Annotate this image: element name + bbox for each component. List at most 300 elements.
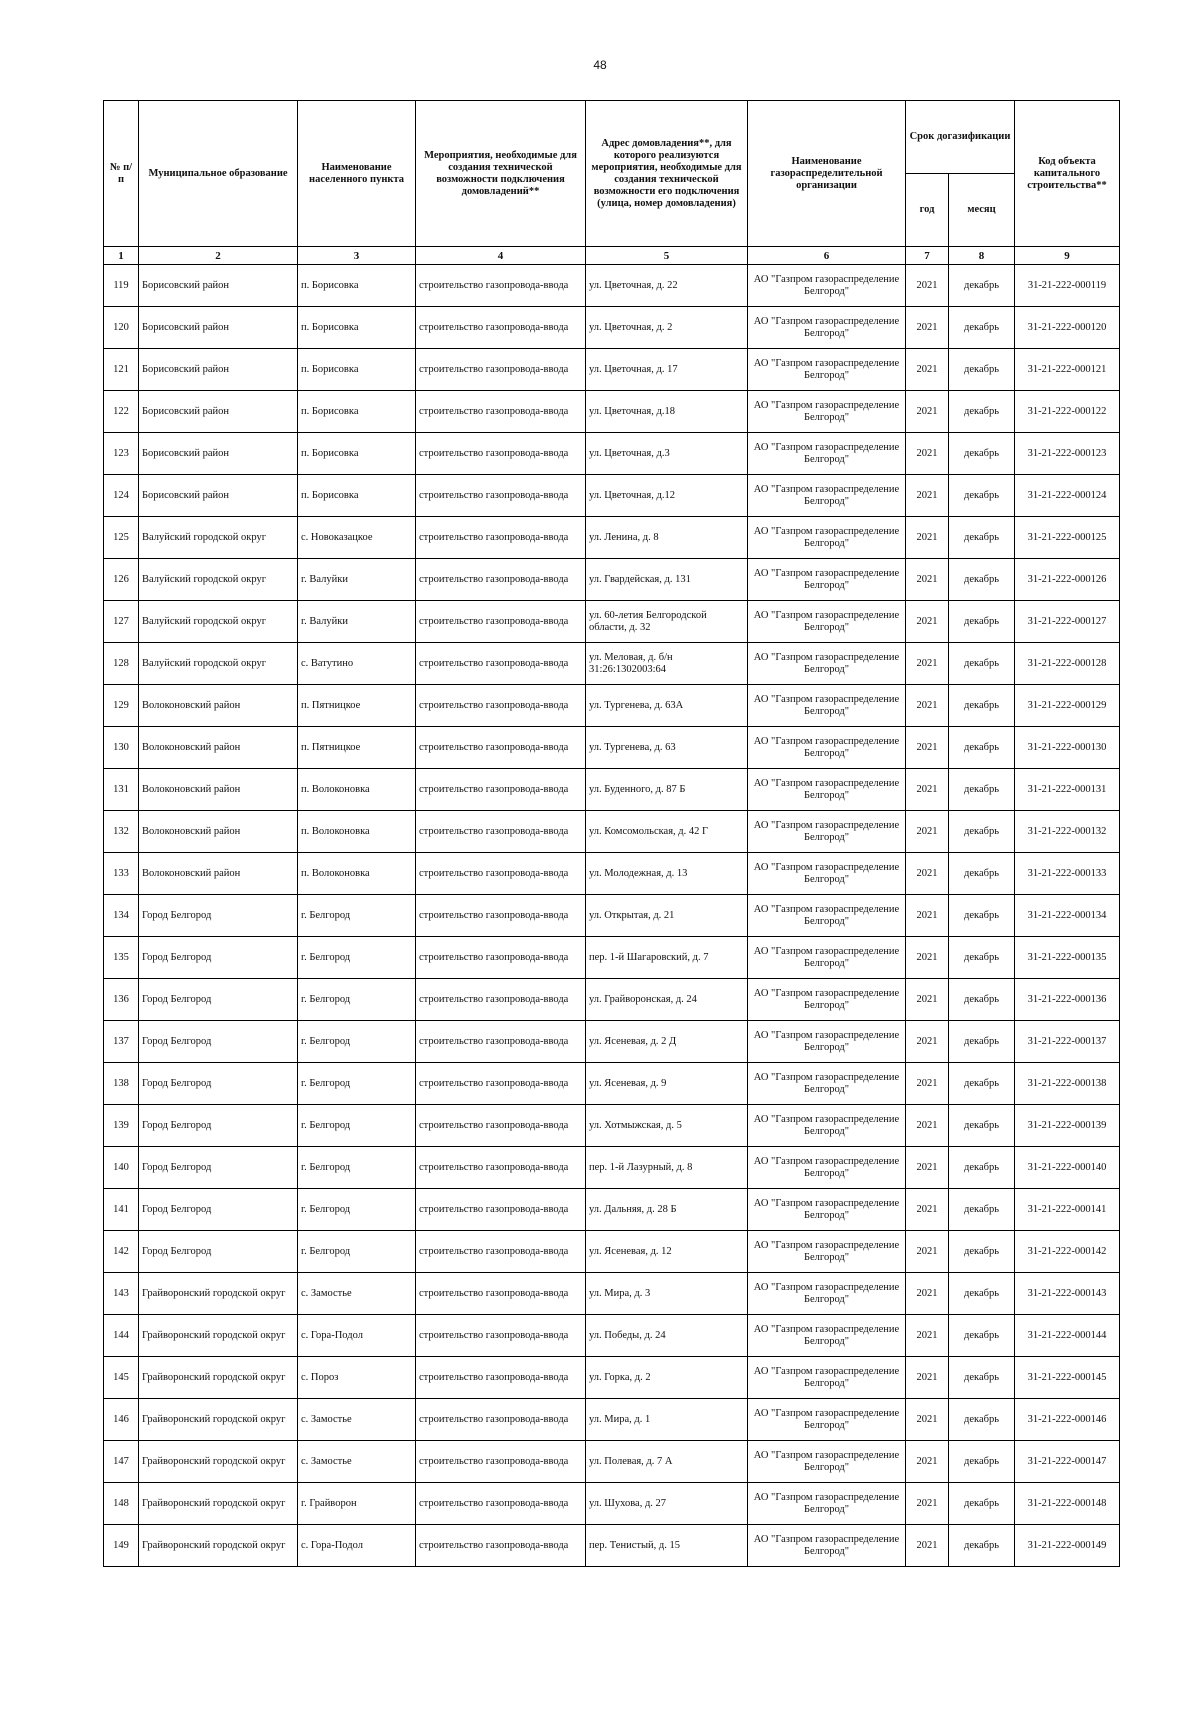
object-code-cell: 31-21-222-000146 (1015, 1399, 1120, 1441)
month-cell: декабрь (949, 1441, 1015, 1483)
row-number: 123 (104, 433, 139, 475)
organization-cell: АО "Газпром газораспределение Белгород" (748, 811, 906, 853)
year-cell: 2021 (906, 349, 949, 391)
activity-cell: строительство газопровода-ввода (416, 391, 586, 433)
address-cell: ул. Мира, д. 3 (586, 1273, 748, 1315)
organization-cell: АО "Газпром газораспределение Белгород" (748, 391, 906, 433)
year-cell: 2021 (906, 979, 949, 1021)
municipality-cell: Борисовский район (139, 475, 298, 517)
table-row (104, 1357, 1120, 1399)
header-municipality: Муниципальное образование (139, 101, 298, 247)
municipality-cell: Волоконовский район (139, 769, 298, 811)
year-cell: 2021 (906, 1483, 949, 1525)
organization-cell: АО "Газпром газораспределение Белгород" (748, 349, 906, 391)
settlement-cell: п. Пятницкое (298, 685, 416, 727)
table-row (104, 517, 1120, 559)
row-number: 128 (104, 643, 139, 685)
table-row (104, 1315, 1120, 1357)
organization-cell: АО "Газпром газораспределение Белгород" (748, 1021, 906, 1063)
address-cell: ул. Цветочная, д. 2 (586, 307, 748, 349)
year-cell: 2021 (906, 895, 949, 937)
year-cell: 2021 (906, 1147, 949, 1189)
row-number: 137 (104, 1021, 139, 1063)
municipality-cell: Валуйский городской округ (139, 559, 298, 601)
address-cell: ул. Победы, д. 24 (586, 1315, 748, 1357)
organization-cell: АО "Газпром газораспределение Белгород" (748, 265, 906, 307)
row-number: 142 (104, 1231, 139, 1273)
object-code-cell: 31-21-222-000139 (1015, 1105, 1120, 1147)
activity-cell: строительство газопровода-ввода (416, 1063, 586, 1105)
header-address: Адрес домовладения**, для которого реализуются мероприятия, необходимые для создания технической возможности его подключения (улица, номер домовладения) (586, 101, 748, 247)
object-code-cell: 31-21-222-000145 (1015, 1357, 1120, 1399)
table-row (104, 1021, 1120, 1063)
year-cell: 2021 (906, 853, 949, 895)
column-number: 9 (1015, 247, 1120, 265)
year-cell: 2021 (906, 1189, 949, 1231)
activity-cell: строительство газопровода-ввода (416, 895, 586, 937)
settlement-cell: с. Ватутино (298, 643, 416, 685)
activity-cell: строительство газопровода-ввода (416, 643, 586, 685)
object-code-cell: 31-21-222-000121 (1015, 349, 1120, 391)
organization-cell: АО "Газпром газораспределение Белгород" (748, 895, 906, 937)
gasification-table (103, 100, 1120, 1567)
organization-cell: АО "Газпром газораспределение Белгород" (748, 643, 906, 685)
settlement-cell: г. Белгород (298, 1189, 416, 1231)
row-number: 119 (104, 265, 139, 307)
table-row (104, 1483, 1120, 1525)
settlement-cell: п. Борисовка (298, 265, 416, 307)
municipality-cell: Волоконовский район (139, 853, 298, 895)
address-cell: ул. Тургенева, д. 63 (586, 727, 748, 769)
row-number: 132 (104, 811, 139, 853)
table-row (104, 1525, 1120, 1567)
address-cell: ул. Цветочная, д. 22 (586, 265, 748, 307)
settlement-cell: г. Валуйки (298, 559, 416, 601)
table-row (104, 349, 1120, 391)
header-num: № п/п (104, 101, 139, 247)
object-code-cell: 31-21-222-000124 (1015, 475, 1120, 517)
activity-cell: строительство газопровода-ввода (416, 559, 586, 601)
month-cell: декабрь (949, 1483, 1015, 1525)
address-cell: ул. Гвардейская, д. 131 (586, 559, 748, 601)
year-cell: 2021 (906, 1105, 949, 1147)
month-cell: декабрь (949, 1189, 1015, 1231)
column-number: 8 (949, 247, 1015, 265)
address-cell: ул. Ясеневая, д. 9 (586, 1063, 748, 1105)
organization-cell: АО "Газпром газораспределение Белгород" (748, 1189, 906, 1231)
column-number: 2 (139, 247, 298, 265)
row-number: 148 (104, 1483, 139, 1525)
month-cell: декабрь (949, 643, 1015, 685)
object-code-cell: 31-21-222-000119 (1015, 265, 1120, 307)
object-code-cell: 31-21-222-000125 (1015, 517, 1120, 559)
municipality-cell: Город Белгород (139, 937, 298, 979)
settlement-cell: п. Волоконовка (298, 853, 416, 895)
object-code-cell: 31-21-222-000133 (1015, 853, 1120, 895)
settlement-cell: п. Волоконовка (298, 769, 416, 811)
year-cell: 2021 (906, 1399, 949, 1441)
column-number: 3 (298, 247, 416, 265)
settlement-cell: п. Пятницкое (298, 727, 416, 769)
organization-cell: АО "Газпром газораспределение Белгород" (748, 727, 906, 769)
settlement-cell: с. Гора-Подол (298, 1525, 416, 1567)
municipality-cell: Грайворонский городской округ (139, 1441, 298, 1483)
object-code-cell: 31-21-222-000142 (1015, 1231, 1120, 1273)
year-cell: 2021 (906, 475, 949, 517)
object-code-cell: 31-21-222-000147 (1015, 1441, 1120, 1483)
municipality-cell: Борисовский район (139, 391, 298, 433)
object-code-cell: 31-21-222-000135 (1015, 937, 1120, 979)
organization-cell: АО "Газпром газораспределение Белгород" (748, 853, 906, 895)
municipality-cell: Борисовский район (139, 349, 298, 391)
row-number: 124 (104, 475, 139, 517)
row-number: 145 (104, 1357, 139, 1399)
table-row (104, 475, 1120, 517)
object-code-cell: 31-21-222-000149 (1015, 1525, 1120, 1567)
header-deadline: Срок догазификации (906, 101, 1015, 174)
object-code-cell: 31-21-222-000143 (1015, 1273, 1120, 1315)
month-cell: декабрь (949, 1525, 1015, 1567)
row-number: 127 (104, 601, 139, 643)
table-row (104, 1273, 1120, 1315)
row-number: 134 (104, 895, 139, 937)
table-row (104, 769, 1120, 811)
settlement-cell: г. Белгород (298, 895, 416, 937)
page-number: 48 (593, 58, 607, 72)
activity-cell: строительство газопровода-ввода (416, 811, 586, 853)
year-cell: 2021 (906, 307, 949, 349)
month-cell: декабрь (949, 307, 1015, 349)
table-body (104, 265, 1120, 1567)
address-cell: ул. Комсомольская, д. 42 Г (586, 811, 748, 853)
municipality-cell: Валуйский городской округ (139, 517, 298, 559)
table-row (104, 1399, 1120, 1441)
year-cell: 2021 (906, 1441, 949, 1483)
month-cell: декабрь (949, 895, 1015, 937)
table-row (104, 1147, 1120, 1189)
settlement-cell: с. Новоказацкое (298, 517, 416, 559)
organization-cell: АО "Газпром газораспределение Белгород" (748, 1315, 906, 1357)
month-cell: декабрь (949, 517, 1015, 559)
row-number: 120 (104, 307, 139, 349)
table-row (104, 937, 1120, 979)
month-cell: декабрь (949, 1399, 1015, 1441)
activity-cell: строительство газопровода-ввода (416, 1525, 586, 1567)
row-number: 122 (104, 391, 139, 433)
address-cell: пер. Тенистый, д. 15 (586, 1525, 748, 1567)
table-row (104, 601, 1120, 643)
object-code-cell: 31-21-222-000141 (1015, 1189, 1120, 1231)
municipality-cell: Грайворонский городской округ (139, 1399, 298, 1441)
object-code-cell: 31-21-222-000144 (1015, 1315, 1120, 1357)
activity-cell: строительство газопровода-ввода (416, 1273, 586, 1315)
month-cell: декабрь (949, 475, 1015, 517)
year-cell: 2021 (906, 391, 949, 433)
municipality-cell: Город Белгород (139, 1147, 298, 1189)
table-row (104, 391, 1120, 433)
year-cell: 2021 (906, 517, 949, 559)
column-number: 5 (586, 247, 748, 265)
object-code-cell: 31-21-222-000127 (1015, 601, 1120, 643)
municipality-cell: Волоконовский район (139, 811, 298, 853)
address-cell: ул. Цветочная, д.18 (586, 391, 748, 433)
settlement-cell: г. Грайворон (298, 1483, 416, 1525)
object-code-cell: 31-21-222-000148 (1015, 1483, 1120, 1525)
month-cell: декабрь (949, 559, 1015, 601)
settlement-cell: п. Волоконовка (298, 811, 416, 853)
activity-cell: строительство газопровода-ввода (416, 1315, 586, 1357)
settlement-cell: с. Замостье (298, 1273, 416, 1315)
table-row (104, 1105, 1120, 1147)
address-cell: ул. Цветочная, д.12 (586, 475, 748, 517)
year-cell: 2021 (906, 1231, 949, 1273)
object-code-cell: 31-21-222-000137 (1015, 1021, 1120, 1063)
object-code-cell: 31-21-222-000126 (1015, 559, 1120, 601)
header-month: месяц (949, 174, 1015, 247)
year-cell: 2021 (906, 685, 949, 727)
activity-cell: строительство газопровода-ввода (416, 1189, 586, 1231)
month-cell: декабрь (949, 811, 1015, 853)
municipality-cell: Город Белгород (139, 1231, 298, 1273)
object-code-cell: 31-21-222-000123 (1015, 433, 1120, 475)
header-code: Код объекта капитального строительства** (1015, 101, 1120, 247)
municipality-cell: Город Белгород (139, 895, 298, 937)
column-number: 7 (906, 247, 949, 265)
address-cell: ул. Буденного, д. 87 Б (586, 769, 748, 811)
row-number: 121 (104, 349, 139, 391)
settlement-cell: п. Борисовка (298, 475, 416, 517)
row-number: 135 (104, 937, 139, 979)
month-cell: декабрь (949, 1315, 1015, 1357)
object-code-cell: 31-21-222-000120 (1015, 307, 1120, 349)
row-number: 131 (104, 769, 139, 811)
activity-cell: строительство газопровода-ввода (416, 307, 586, 349)
table-row (104, 853, 1120, 895)
municipality-cell: Город Белгород (139, 1105, 298, 1147)
activity-cell: строительство газопровода-ввода (416, 769, 586, 811)
object-code-cell: 31-21-222-000140 (1015, 1147, 1120, 1189)
settlement-cell: с. Замостье (298, 1399, 416, 1441)
month-cell: декабрь (949, 433, 1015, 475)
settlement-cell: г. Белгород (298, 979, 416, 1021)
settlement-cell: г. Валуйки (298, 601, 416, 643)
organization-cell: АО "Газпром газораспределение Белгород" (748, 601, 906, 643)
municipality-cell: Город Белгород (139, 1063, 298, 1105)
month-cell: декабрь (949, 769, 1015, 811)
municipality-cell: Город Белгород (139, 1189, 298, 1231)
address-cell: ул. Шухова, д. 27 (586, 1483, 748, 1525)
row-number: 133 (104, 853, 139, 895)
address-cell: ул. Дальняя, д. 28 Б (586, 1189, 748, 1231)
organization-cell: АО "Газпром газораспределение Белгород" (748, 1063, 906, 1105)
header-settlement: Наименование населенного пункта (298, 101, 416, 247)
year-cell: 2021 (906, 433, 949, 475)
settlement-cell: п. Борисовка (298, 307, 416, 349)
activity-cell: строительство газопровода-ввода (416, 685, 586, 727)
address-cell: ул. Тургенева, д. 63А (586, 685, 748, 727)
activity-cell: строительство газопровода-ввода (416, 1231, 586, 1273)
address-cell: ул. Молодежная, д. 13 (586, 853, 748, 895)
month-cell: декабрь (949, 1357, 1015, 1399)
settlement-cell: г. Белгород (298, 1231, 416, 1273)
address-cell: ул. Горка, д. 2 (586, 1357, 748, 1399)
settlement-cell: с. Замостье (298, 1441, 416, 1483)
year-cell: 2021 (906, 559, 949, 601)
month-cell: декабрь (949, 1273, 1015, 1315)
municipality-cell: Валуйский городской округ (139, 643, 298, 685)
month-cell: декабрь (949, 1147, 1015, 1189)
year-cell: 2021 (906, 727, 949, 769)
header-org: Наименование газораспределительной организации (748, 101, 906, 247)
address-cell: пер. 1-й Лазурный, д. 8 (586, 1147, 748, 1189)
municipality-cell: Волоконовский район (139, 685, 298, 727)
activity-cell: строительство газопровода-ввода (416, 727, 586, 769)
address-cell: ул. Грайворонская, д. 24 (586, 979, 748, 1021)
year-cell: 2021 (906, 643, 949, 685)
year-cell: 2021 (906, 1063, 949, 1105)
object-code-cell: 31-21-222-000129 (1015, 685, 1120, 727)
object-code-cell: 31-21-222-000128 (1015, 643, 1120, 685)
activity-cell: строительство газопровода-ввода (416, 937, 586, 979)
table-row (104, 1063, 1120, 1105)
municipality-cell: Борисовский район (139, 433, 298, 475)
municipality-cell: Волоконовский район (139, 727, 298, 769)
municipality-cell: Грайворонский городской округ (139, 1273, 298, 1315)
row-number: 140 (104, 1147, 139, 1189)
settlement-cell: п. Борисовка (298, 391, 416, 433)
organization-cell: АО "Газпром газораспределение Белгород" (748, 1273, 906, 1315)
organization-cell: АО "Газпром газораспределение Белгород" (748, 1357, 906, 1399)
header-year: год (906, 174, 949, 247)
organization-cell: АО "Газпром газораспределение Белгород" (748, 475, 906, 517)
column-number: 4 (416, 247, 586, 265)
year-cell: 2021 (906, 1273, 949, 1315)
settlement-cell: г. Белгород (298, 937, 416, 979)
column-number: 6 (748, 247, 906, 265)
settlement-cell: г. Белгород (298, 1105, 416, 1147)
municipality-cell: Грайворонский городской округ (139, 1315, 298, 1357)
address-cell: ул. Ленина, д. 8 (586, 517, 748, 559)
month-cell: декабрь (949, 685, 1015, 727)
activity-cell: строительство газопровода-ввода (416, 979, 586, 1021)
table-row (104, 979, 1120, 1021)
settlement-cell: г. Белгород (298, 1147, 416, 1189)
activity-cell: строительство газопровода-ввода (416, 853, 586, 895)
row-number: 125 (104, 517, 139, 559)
activity-cell: строительство газопровода-ввода (416, 1483, 586, 1525)
table-row (104, 685, 1120, 727)
organization-cell: АО "Газпром газораспределение Белгород" (748, 1399, 906, 1441)
municipality-cell: Грайворонский городской округ (139, 1483, 298, 1525)
activity-cell: строительство газопровода-ввода (416, 349, 586, 391)
organization-cell: АО "Газпром газораспределение Белгород" (748, 559, 906, 601)
year-cell: 2021 (906, 1357, 949, 1399)
object-code-cell: 31-21-222-000122 (1015, 391, 1120, 433)
activity-cell: строительство газопровода-ввода (416, 517, 586, 559)
object-code-cell: 31-21-222-000136 (1015, 979, 1120, 1021)
row-number: 130 (104, 727, 139, 769)
address-cell: ул. Ясеневая, д. 2 Д (586, 1021, 748, 1063)
settlement-cell: г. Белгород (298, 1063, 416, 1105)
settlement-cell: г. Белгород (298, 1021, 416, 1063)
row-number: 143 (104, 1273, 139, 1315)
organization-cell: АО "Газпром газораспределение Белгород" (748, 769, 906, 811)
month-cell: декабрь (949, 265, 1015, 307)
activity-cell: строительство газопровода-ввода (416, 475, 586, 517)
object-code-cell: 31-21-222-000138 (1015, 1063, 1120, 1105)
address-cell: ул. Мира, д. 1 (586, 1399, 748, 1441)
table-row (104, 265, 1120, 307)
table-row (104, 895, 1120, 937)
organization-cell: АО "Газпром газораспределение Белгород" (748, 685, 906, 727)
address-cell: ул. Полевая, д. 7 А (586, 1441, 748, 1483)
activity-cell: строительство газопровода-ввода (416, 1441, 586, 1483)
municipality-cell: Грайворонский городской округ (139, 1357, 298, 1399)
month-cell: декабрь (949, 853, 1015, 895)
month-cell: декабрь (949, 1021, 1015, 1063)
address-cell: ул. Цветочная, д.3 (586, 433, 748, 475)
address-cell: пер. 1-й Шагаровский, д. 7 (586, 937, 748, 979)
address-cell: ул. 60-летия Белгородской области, д. 32 (586, 601, 748, 643)
organization-cell: АО "Газпром газораспределение Белгород" (748, 517, 906, 559)
row-number: 149 (104, 1525, 139, 1567)
activity-cell: строительство газопровода-ввода (416, 1399, 586, 1441)
table-row (104, 643, 1120, 685)
year-cell: 2021 (906, 1315, 949, 1357)
table-row (104, 811, 1120, 853)
address-cell: ул. Цветочная, д. 17 (586, 349, 748, 391)
organization-cell: АО "Газпром газораспределение Белгород" (748, 1525, 906, 1567)
activity-cell: строительство газопровода-ввода (416, 601, 586, 643)
organization-cell: АО "Газпром газораспределение Белгород" (748, 1147, 906, 1189)
activity-cell: строительство газопровода-ввода (416, 1357, 586, 1399)
municipality-cell: Город Белгород (139, 1021, 298, 1063)
table-row (104, 1441, 1120, 1483)
table-row (104, 727, 1120, 769)
activity-cell: строительство газопровода-ввода (416, 433, 586, 475)
address-cell: ул. Открытая, д. 21 (586, 895, 748, 937)
object-code-cell: 31-21-222-000132 (1015, 811, 1120, 853)
row-number: 126 (104, 559, 139, 601)
object-code-cell: 31-21-222-000134 (1015, 895, 1120, 937)
settlement-cell: п. Борисовка (298, 349, 416, 391)
settlement-cell: с. Гора-Подол (298, 1315, 416, 1357)
row-number: 129 (104, 685, 139, 727)
month-cell: декабрь (949, 349, 1015, 391)
organization-cell: АО "Газпром газораспределение Белгород" (748, 1441, 906, 1483)
year-cell: 2021 (906, 1021, 949, 1063)
month-cell: декабрь (949, 391, 1015, 433)
organization-cell: АО "Газпром газораспределение Белгород" (748, 1231, 906, 1273)
table-row (104, 433, 1120, 475)
row-number: 136 (104, 979, 139, 1021)
organization-cell: АО "Газпром газораспределение Белгород" (748, 937, 906, 979)
year-cell: 2021 (906, 601, 949, 643)
object-code-cell: 31-21-222-000131 (1015, 769, 1120, 811)
table-row (104, 307, 1120, 349)
table-row (104, 1189, 1120, 1231)
month-cell: декабрь (949, 1105, 1015, 1147)
settlement-cell: п. Борисовка (298, 433, 416, 475)
column-number: 1 (104, 247, 139, 265)
activity-cell: строительство газопровода-ввода (416, 265, 586, 307)
year-cell: 2021 (906, 265, 949, 307)
object-code-cell: 31-21-222-000130 (1015, 727, 1120, 769)
row-number: 147 (104, 1441, 139, 1483)
table-row (104, 559, 1120, 601)
municipality-cell: Борисовский район (139, 265, 298, 307)
month-cell: декабрь (949, 1231, 1015, 1273)
